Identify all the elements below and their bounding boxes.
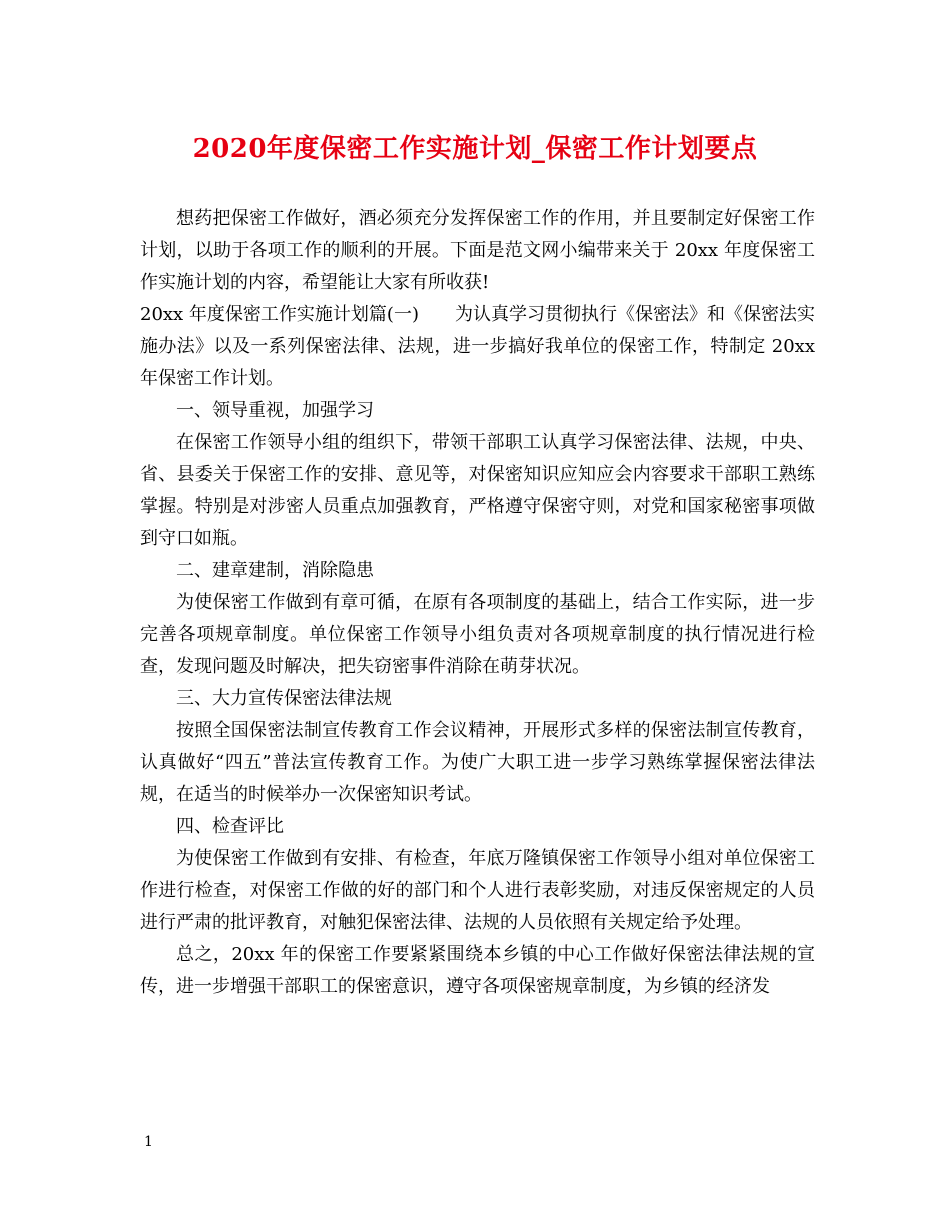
paragraph-section-1: 在保密工作领导小组的组织下，带领干部职工认真学习保密法律、法规，中央、省、县委关于保密工作的安排、意见等，对保密知识应知应会内容要求干部职工熟练掌握。特别是对涉密人员重点加强教育，严格遵守保密守则，对党和国家秘密事项做到守口如瓶。 <box>140 432 815 549</box>
page-number: 1 <box>144 1134 153 1150</box>
section-heading-4: 四、检查评比 <box>176 816 284 837</box>
paragraph-section-4: 为使保密工作做到有安排、有检查，年底万隆镇保密工作领导小组对单位保密工作进行检查，对保密工作做的好的部门和个人进行表彰奖励，对违反保密规定的人员进行严肃的批评教育，对触犯保密法律、法规的人员依照有关规定给予处理。 <box>140 848 815 933</box>
paragraph-conclusion: 总之，20xx 年的保密工作要紧紧围绕本乡镇的中心工作做好保密法律法规的宣传，进一步增强干部职工的保密意识，遵守各项保密规章制度，为乡镇的经济发 <box>140 944 815 997</box>
document-title: 2020年度保密工作实施计划_保密工作计划要点 <box>192 134 758 164</box>
section-heading-2: 二、建章建制，消除隐患 <box>176 560 374 581</box>
document-body <box>140 203 815 1003</box>
section-heading-3: 三、大力宣传保密法律法规 <box>176 688 392 709</box>
paragraph-section-2: 为使保密工作做到有章可循，在原有各项制度的基础上，结合工作实际，进一步完善各项规章制度。单位保密工作领导小组负责对各项规章制度的执行情况进行检查，发现问题及时解决，把失窃密事件消除在萌芽状况。 <box>140 592 815 677</box>
paragraph-section-3: 按照全国保密法制宣传教育工作会议精神，开展形式多样的保密法制宣传教育，认真做好“四五”普法宣传教育工作。为使广大职工进一步学习熟练掌握保密法律法规，在适当的时候举办一次保密知识考试。 <box>140 720 815 805</box>
paragraph-intro: 想药把保密工作做好，酒必须充分发挥保密工作的作用，并且要制定好保密工作计划，以助于各项工作的顺利的开展。下面是范文网小编带来关于 20xx 年度保密工作实施计划的内容，希望能让大家有所收获! <box>140 208 815 293</box>
paragraph-part-one-intro: 20xx 年度保密工作实施计划篇(一) 为认真学习贯彻执行《保密法》和《保密法实施办法》以及一系列保密法律、法规，进一步搞好我单位的保密工作，特制定 20xx 年保密工作计划。 <box>140 304 815 389</box>
section-heading-1: 一、领导重视，加强学习 <box>176 400 374 421</box>
